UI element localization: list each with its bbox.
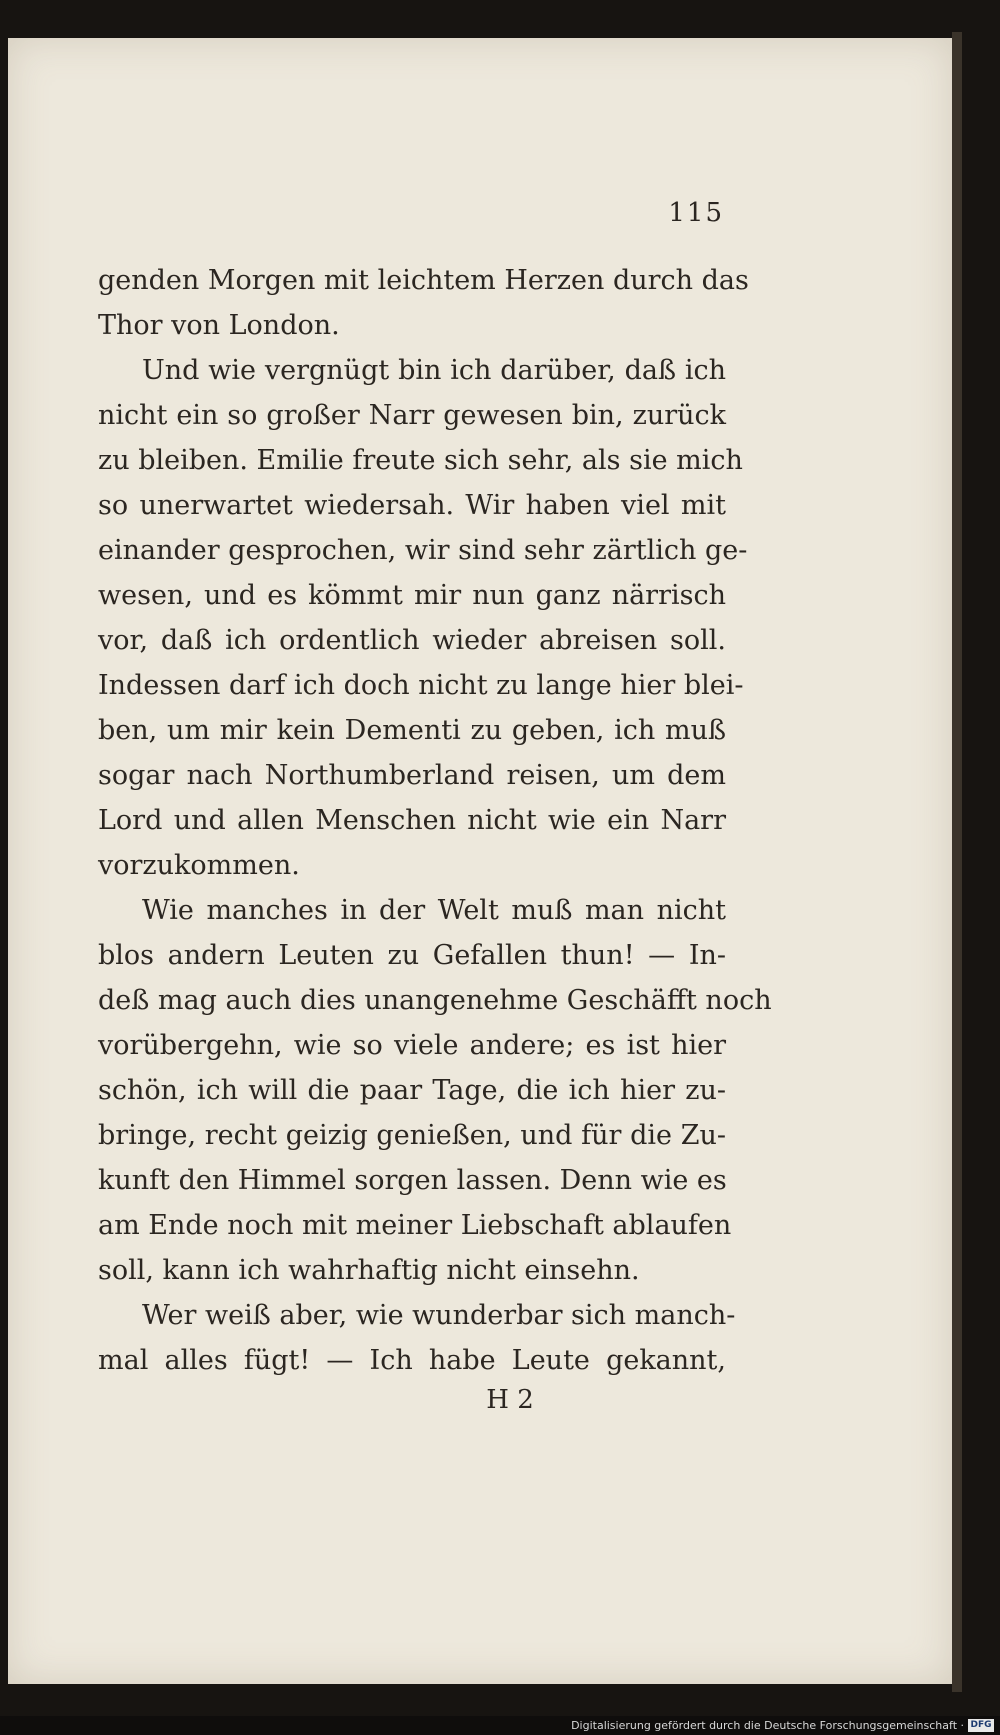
text-line: am Ende noch mit meiner Liebschaft ablaufen bbox=[98, 1210, 732, 1241]
text-line: schön, ich will die paar Tage, die ich hier zu- bbox=[98, 1075, 726, 1106]
text-line: soll, kann ich wahrhaftig nicht einsehn. bbox=[98, 1255, 640, 1286]
paragraph bbox=[98, 348, 748, 888]
text-line: Thor von London. bbox=[98, 310, 340, 341]
text-line: nicht ein so großer Narr gewesen bin, zurück bbox=[98, 400, 726, 431]
paragraph bbox=[98, 888, 772, 1293]
text-line: genden Morgen mit leichtem Herzen durch das bbox=[98, 265, 749, 296]
dfg-logo: DFG bbox=[968, 1719, 994, 1732]
text-line: ben, um mir kein Dementi zu geben, ich muß bbox=[98, 715, 726, 746]
paragraph bbox=[98, 1293, 736, 1383]
body-text bbox=[98, 258, 772, 1383]
paragraph bbox=[98, 258, 749, 348]
text-line: einander gesprochen, wir sind sehr zärtlich ge- bbox=[98, 535, 748, 566]
text-line: deß mag auch dies unangenehme Geschäfft noch bbox=[98, 985, 772, 1016]
text-line: so unerwartet wiedersah. Wir haben viel mit bbox=[98, 490, 726, 521]
text-line: Wer weiß aber, wie wunderbar sich manch- bbox=[142, 1300, 736, 1331]
text-line: kunft den Himmel sorgen lassen. Denn wie es bbox=[98, 1165, 727, 1196]
text-line: vor, daß ich ordentlich wieder abreisen soll. bbox=[98, 625, 726, 656]
text-line: Lord und allen Menschen nicht wie ein Narr bbox=[98, 805, 726, 836]
signature-mark: H 2 bbox=[486, 1385, 534, 1415]
text-line: Indessen darf ich doch nicht zu lange hier blei- bbox=[98, 670, 744, 701]
text-line: blos andern Leuten zu Gefallen thun! — In- bbox=[98, 940, 726, 971]
footer-credit: Digitalisierung gefördert durch die Deutsche Forschungsgemeinschaft · bbox=[571, 1719, 964, 1732]
text-line: bringe, recht geizig genießen, und für die Zu- bbox=[98, 1120, 726, 1151]
text-line: vorübergehn, wie so viele andere; es ist hier bbox=[98, 1030, 726, 1061]
text-line: mal alles fügt! — Ich habe Leute gekannt, bbox=[98, 1345, 726, 1376]
text-line: vorzukommen. bbox=[98, 850, 300, 881]
text-line: sogar nach Northumberland reisen, um dem bbox=[98, 760, 726, 791]
text-line: zu bleiben. Emilie freute sich sehr, als sie mich bbox=[98, 445, 743, 476]
text-line: wesen, und es kömmt mir nun ganz närrisch bbox=[98, 580, 726, 611]
text-line: Wie manches in der Welt muß man nicht bbox=[142, 895, 726, 926]
page-edge bbox=[952, 32, 962, 1692]
page-number: 115 bbox=[668, 198, 724, 228]
text-line: Und wie vergnügt bin ich darüber, daß ich bbox=[142, 355, 726, 386]
